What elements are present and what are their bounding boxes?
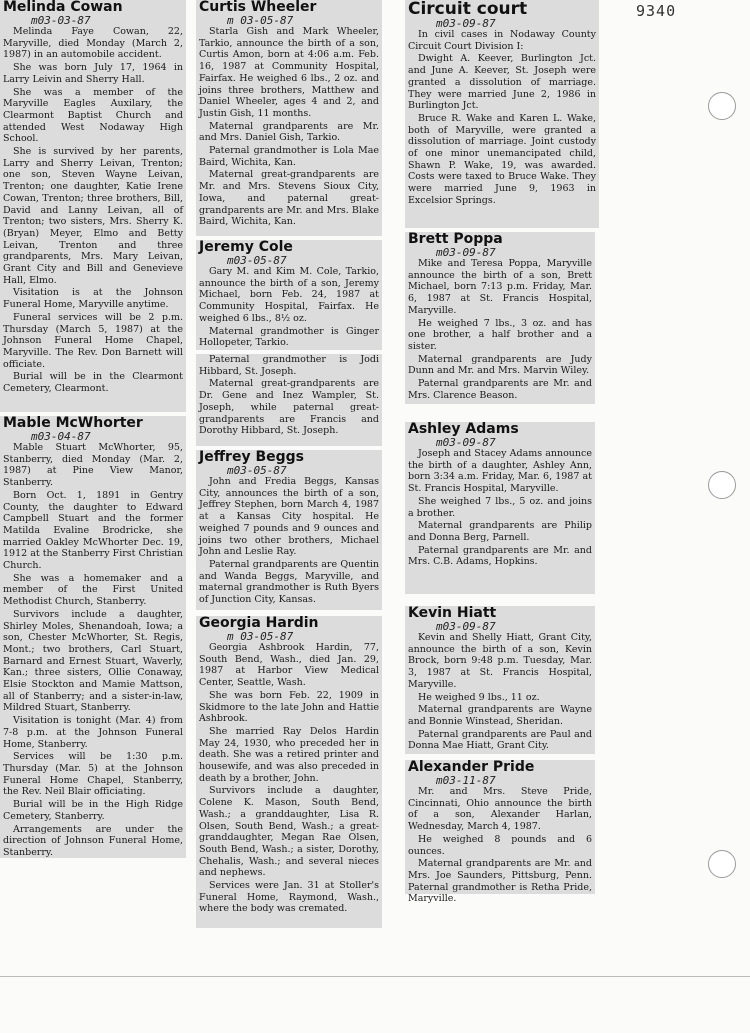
handwritten-date: m03-09-87: [436, 246, 496, 259]
handwritten-date: m03-04-87: [31, 430, 91, 443]
paragraph: Paternal grandmother is Jodi Hibbard, St. Joseph.: [199, 354, 379, 377]
clipping-title: Georgia Hardin: [199, 615, 319, 631]
clipping-jeffrey-beggs: [196, 450, 382, 610]
paragraph: Gary M. and Kim M. Cole, Tarkio, announce the birth of a son, Jeremy Michael, born Feb. 24, 1987 at Community Hospital, Fairfax. He weighed 6 lbs., 8½ oz.: [199, 266, 379, 324]
handwritten-date: m03-05-87: [227, 464, 287, 477]
handwritten-date: m 03-05-87: [227, 14, 294, 27]
paragraph: She was born Feb. 22, 1909 in Skidmore to the late John and Hattie Ashbrook.: [199, 689, 379, 725]
paragraph: Dwight A. Keever, Burlington Jct. and June A. Keever, St. Joseph were granted a dissolution of marriage. They were married June 2, 1986 in Burlington Jct.: [408, 53, 596, 112]
paragraph: Born Oct. 1, 1891 in Gentry County, the daughter to Edward Campbell Stuart and the former Matilda Evaline Brodricke, she married Oakley McWhorter Dec. 19, 1912 at the Stanberry First Christian Church.: [3, 489, 183, 572]
clipping-title: Mable McWhorter: [3, 415, 143, 431]
clipping-title: Ashley Adams: [408, 421, 519, 437]
paragraph: Visitation is tonight (Mar. 4) from 7-8 p.m. at the Johnson Funeral Home, Stanberry.: [3, 715, 183, 750]
paragraph: Burial will be in the High Ridge Cemetery, Stanberry.: [3, 799, 183, 822]
paragraph: Services will be 1:30 p.m. Thursday (Mar. 5) at the Johnson Funeral Home Chapel, Stanberry, the Rev. Neil Blair officiating.: [3, 751, 183, 798]
paragraph: She was a homemaker and a member of the First United Methodist Church, Stanberry.: [3, 572, 183, 608]
clipping-kevin-hiatt: [405, 606, 595, 754]
paragraph: Maternal great-grandparents are Dr. Gene and Inez Wampler, St. Joseph, while paternal great-grandparents are Francis and Dorothy Hibbard, St. Joseph.: [199, 378, 379, 437]
paragraph: Paternal grandparents are Mr. and Mrs. C.B. Adams, Hopkins.: [408, 544, 592, 568]
clipping-title: Alexander Pride: [408, 759, 535, 775]
paragraph: Maternal grandparents are Philip and Donna Berg, Parnell.: [408, 520, 592, 543]
paragraph: Melinda Faye Cowan, 22, Maryville, died Monday (March 2, 1987) in an automobile accident.: [3, 26, 183, 61]
paragraph: Maternal grandparents are Wayne and Bonnie Winstead, Sheridan.: [408, 704, 592, 727]
paragraph: She weighed 7 lbs., 5 oz. and joins a brother.: [408, 495, 592, 519]
paragraph: Paternal grandparents are Paul and Donna Mae Hiatt, Grant City.: [408, 728, 592, 752]
clipping-title: Circuit court: [408, 0, 528, 19]
paragraph: Maternal grandparents are Mr. and Mrs. Joe Saunders, Pittsburg, Penn. Paternal grandmother is Retha Pride, Maryville.: [408, 858, 592, 905]
paragraph: In civil cases in Nodaway County Circuit Court Division I:: [408, 29, 596, 52]
paragraph: He weighed 9 lbs., 11 oz.: [418, 691, 540, 703]
clipping-melinda-cowan: [0, 0, 186, 412]
clipping-jeremy-cole: [196, 240, 382, 350]
paragraph: Mable Stuart McWhorter, 95, Stanberry, died Monday (Mar. 2, 1987) at Pine View Manor, Stanberry.: [3, 442, 183, 489]
clipping-mable-mcwhorter: [0, 416, 186, 858]
handwritten-date: m03-11-87: [436, 774, 496, 787]
clipping-georgia-hardin: [196, 616, 382, 928]
binder-hole: [708, 850, 736, 878]
binder-hole: [708, 92, 736, 120]
clipping-brett-poppa: [405, 232, 595, 404]
clipping-title: Kevin Hiatt: [408, 605, 497, 621]
handwritten-date: m03-09-87: [436, 436, 496, 449]
paragraph: Maternal grandmother is Ginger Hollopeter, Tarkio.: [199, 325, 379, 349]
page-bottom-edge: [0, 976, 750, 977]
paragraph: Visitation is at the Johnson Funeral Home, Maryville anytime.: [3, 287, 183, 311]
clipping-title: Brett Poppa: [408, 231, 503, 247]
paragraph: Survivors include a daughter, Shirley Moles, Shenandoah, Iowa; a son, Chester McWhorter, St. Regis, Mont.; two brothers, Carl Stuart, Barnard and Ernest Stuart, Waverly, Kan.; three sisters, Ollie Conaway, Elsie Stockton and Mamie Mattson, all of Stanberry; and a sister-in-law, Mildred Stuart, Stanberry.: [3, 608, 183, 714]
handwritten-date: m03-03-87: [31, 14, 91, 27]
paragraph: Starla Gish and Mark Wheeler, Tarkio, announce the birth of a son, Curtis Amon, born at 4:06 a.m. Feb. 16, 1987 at Community Hospital, Fairfax. He weighed 6 lbs., 2 oz. and joins three brothers, Matthew and Daniel Wheeler, ages 4 and 2, and Justin Gish, 11 months.: [199, 26, 379, 119]
handwritten-date: m 03-05-87: [227, 630, 294, 643]
paragraph: Maternal grandparents are Mr. and Mrs. Daniel Gish, Tarkio.: [199, 120, 379, 144]
paragraph: Georgia Ashbrook Hardin, 77, South Bend, Wash., died Jan. 29, 1987 at Harbor View Medical Center, Seattle, Wash.: [199, 642, 379, 689]
paragraph: Mr. and Mrs. Steve Pride, Cincinnati, Ohio announce the birth of a son, Alexander Harlan, Wednesday, March 4, 1987.: [408, 786, 592, 833]
clipping-title: Melinda Cowan: [3, 0, 123, 15]
paragraph: She is survived by her parents, Larry and Sherry Leivan, Trenton; one son, Steven Wayne Leivan, Trenton; one daughter, Katie Irene Cowan, Trenton; three brothers, Bill, David and Lanny Leivan, all of Trenton; two sisters, Mrs. Sherry K. (Bryan) Meyer, Elmo and Betty Leivan, Trenton and three grandparents, Mrs. Mary Leivan, Grant City and Bill and Genevieve Hall, Elmo.: [3, 146, 183, 286]
paragraph: Bruce R. Wake and Karen L. Wake, both of Maryville, were granted a dissolution of marriage. Joint custody of one minor unemancipated child, Shawn P. Wake, 19, was awarded. Costs were taxed to Bruce Wake. They were married June 9, 1963 in Excelsior Springs.: [408, 112, 596, 206]
binder-hole: [708, 471, 736, 499]
clipping-alexander-pride: [405, 759, 595, 905]
paragraph: Funeral services will be 2 p.m. Thursday (March 5, 1987) at the Johnson Funeral Home Chapel, Maryville. The Rev. Don Barnett will officiate.: [3, 311, 183, 370]
paragraph: She was a member of the Maryville Eagles Auxilary, the Clearmont Baptist Church and attended West Nodaway High School.: [3, 86, 183, 145]
paragraph: Maternal great-grandparents are Mr. and Mrs. Stevens Sioux City, Iowa, and paternal great-grandparents are Mr. and Mrs. Blake Baird, Wichita, Kan.: [199, 169, 379, 228]
clipping-title: Jeffrey Beggs: [199, 449, 304, 465]
paragraph: John and Fredia Beggs, Kansas City, announces the birth of a son, Jeffrey Stephen, born March 4, 1987 at a Kansas City hospital. He weighed 7 pounds and 9 ounces and joins two other brothers, Michael John and Leslie Ray.: [199, 476, 379, 558]
clipping-jeremy-cole-continued: [196, 354, 382, 446]
clipping-circuit-court: [405, 0, 599, 228]
paragraph: Paternal grandparents are Quentin and Wanda Beggs, Maryville, and maternal grandmother is Ruth Byers of Junction City, Kansas.: [199, 558, 379, 606]
clipping-title: Curtis Wheeler: [199, 0, 317, 15]
paragraph: She married Ray Delos Hardin May 24, 1930, who preceded her in death. She was a retired printer and housewife, and was also preceded in death by a brother, John.: [199, 725, 379, 784]
paragraph: He weighed 8 pounds and 6 ounces.: [408, 833, 592, 857]
paragraph: Paternal grandparents are Mr. and Mrs. Clarence Beason.: [408, 378, 592, 401]
paragraph: She was born July 17, 1964 in Larry Leivin and Sherry Hall.: [3, 62, 183, 85]
handwritten-date: m03-09-87: [436, 620, 496, 633]
paragraph: Services were Jan. 31 at Stoller's Funeral Home, Raymond, Wash., where the body was cremated.: [199, 880, 379, 915]
clipping-title: Jeremy Cole: [199, 239, 293, 255]
handwritten-date: m03-09-87: [436, 17, 496, 30]
paragraph: Joseph and Stacey Adams announce the birth of a daughter, Ashley Ann, born 3:34 a.m. Friday, Mar. 6, 1987 at St. Francis Hospital, Maryville.: [408, 448, 592, 495]
paragraph: Arrangements are under the direction of Johnson Funeral Home, Stanberry.: [3, 823, 183, 858]
paragraph: Survivors include a daughter, Colene K. Mason, South Bend, Wash.; a granddaughter, Lisa R. Olsen, South Bend, Wash.; a great-granddaughter, Megan Rae Olsen, South Bend, Wash.; a sister, Dorothy, Chehalis, Wash.; and several nieces and nephews.: [199, 785, 379, 879]
handwritten-date: m03-05-87: [227, 254, 287, 267]
paragraph: Mike and Teresa Poppa, Maryville announce the birth of a son, Brett Michael, born 7:13 p.m. Friday, Mar. 6, 1987 at St. Francis Hospital, Maryville.: [408, 258, 592, 316]
paragraph: Burial will be in the Clearmont Cemetery, Clearmont.: [3, 371, 183, 395]
paragraph: He weighed 7 lbs., 3 oz. and has one brother, a half brother and a sister.: [408, 317, 592, 352]
handwritten-page-number: 9340: [636, 2, 677, 20]
clipping-curtis-wheeler: [196, 0, 382, 236]
paragraph: Kevin and Shelly Hiatt, Grant City, announce the birth of a son, Kevin Brock, born 9:48 p.m. Tuesday, Mar. 3, 1987 at St. Francis Hospital, Maryville.: [408, 632, 592, 690]
paragraph: Maternal grandparents are Judy Dunn and Mr. and Mrs. Marvin Wiley.: [408, 353, 592, 377]
clipping-ashley-adams: [405, 422, 595, 594]
paragraph: Paternal grandmother is Lola Mae Baird, Wichita, Kan.: [199, 145, 379, 168]
